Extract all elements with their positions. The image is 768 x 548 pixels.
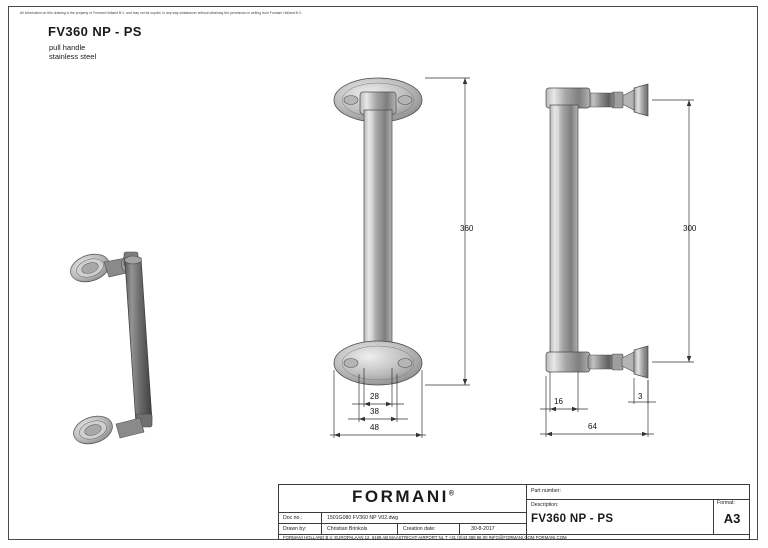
creation-date-label: Creation date: [403, 526, 436, 532]
dimension-value-side-offset: 16 [554, 397, 563, 406]
dimension-value-side-projection: 64 [588, 422, 597, 431]
format-label: Format: [717, 500, 735, 506]
format-box [713, 499, 749, 534]
drawn-by-value: Christian Brinkols [327, 526, 368, 532]
title-block-right [527, 485, 749, 534]
doc-no-row [279, 512, 527, 523]
company-footer-text: FORMANI HOLLAND B.V. EUROPALAAN 12, 6199 AB MAASTRICHT-AIRPORT NL T +31 (0)43 388 96 00 INFO@FORMANI.COM FORMANI.COM [283, 535, 567, 541]
dimension-value-rosette-thickness: 3 [638, 392, 643, 401]
drawn-by-label: Drawn by: [283, 526, 307, 532]
description-value: FV360 NP - PS [531, 513, 614, 525]
dimension-value-front-base-width: 48 [370, 423, 379, 432]
doc-no-label: Doc no.: [283, 515, 303, 521]
title-block [278, 484, 750, 540]
copyright-notice: All information on this drawing is the property of Formani Holland B.V. and may not be copied, in any way whatsoever without obtaining the permission in writing from Formani Holland B.V. [20, 11, 302, 15]
drawn-by-row [279, 523, 527, 534]
part-number-label: Part number: [531, 488, 561, 494]
subtitle-line-2: stainless steel [49, 52, 97, 61]
format-value: A3 [723, 511, 741, 526]
logo-registered-mark: ® [448, 490, 454, 498]
doc-no-value: 1501G080 FV360 NP V02.dwg [327, 515, 399, 521]
description-label: Description: [531, 502, 559, 508]
creation-date-value: 30-8-2017 [471, 526, 495, 532]
dimension-value-front-length: 360 [460, 224, 474, 233]
page-title: FV360 NP - PS [48, 24, 142, 39]
title-block-footer [279, 534, 749, 539]
dimension-value-front-mid-width: 38 [370, 407, 379, 416]
dimension-value-front-plate-width: 28 [370, 392, 379, 401]
drawing-frame [8, 6, 758, 540]
dimension-value-side-center-distance: 300 [683, 224, 697, 233]
title-block-left [279, 485, 527, 539]
formani-logo [279, 487, 527, 507]
logo-text: FORMANI [352, 487, 449, 506]
subtitle-line-1: pull handle [49, 43, 86, 52]
